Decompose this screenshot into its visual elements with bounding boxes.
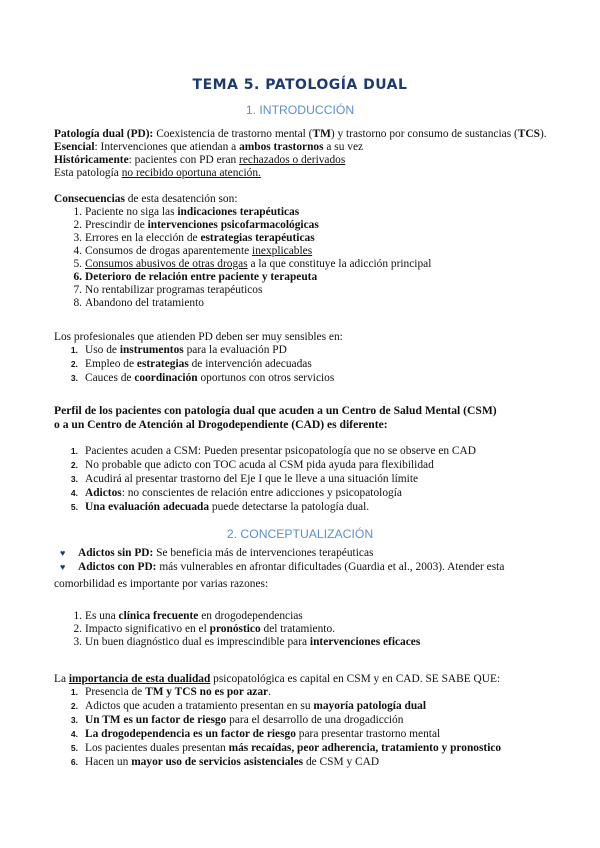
list-number: 3. (73, 636, 82, 648)
section-heading-conceptualizacion: 2. CONCEPTUALIZACIÓN (226, 527, 374, 541)
list-item-text: La drogodependencia es un factor de riesgo para presentar trastorno mental (85, 728, 441, 740)
list-item-text: No rentabilizar programas terapéuticos (85, 284, 263, 296)
heart-bullet-icon: ♥ (60, 562, 66, 572)
list-number: 5. (73, 258, 82, 270)
consecuencias-heading: Consecuencias de esta desatención son: (54, 193, 238, 205)
list-item-text: Consumos abusivos de otras drogas a la que constituye la adicción principal (85, 258, 432, 270)
list-item-text: Errores en la elección de estrategias terapéuticas (85, 232, 315, 244)
definition-pd: Patología dual (PD): Coexistencia de trastorno mental (TM) y trastorno por consumo de sustancias (TCS). (54, 128, 547, 140)
list-number: 2. (70, 701, 78, 711)
list-item-text: Adictos: no conscientes de relación entre adicciones y psicopatología (85, 487, 402, 499)
list-number: 1. (70, 446, 78, 456)
list-number: 6. (73, 271, 82, 283)
list-item-text: Un TM es un factor de riesgo para el desarrollo de una drogadicción (85, 714, 404, 726)
perfil-heading-line1: Perfil de los pacientes con patología dual que acuden a un Centro de Salud Mental (CSM) (54, 404, 497, 417)
list-number: 2. (73, 623, 82, 635)
list-item-text: No probable que adicto con TOC acuda al CSM pida ayuda para flexibilidad (85, 459, 434, 471)
list-number: 2. (70, 460, 78, 470)
page-title: TEMA 5. PATOLOGÍA DUAL (192, 77, 408, 93)
list-number: 7. (73, 284, 82, 296)
list-item-text: Prescindir de intervenciones psicofarmacológicas (85, 219, 319, 231)
list-number: 1. (73, 206, 82, 218)
list-number: 1. (73, 610, 82, 622)
list-number: 3. (70, 373, 78, 383)
list-number: 4. (70, 488, 78, 498)
list-item-text: Impacto significativo en el pronóstico del tratamiento. (85, 623, 336, 635)
list-item-text: Abandono del tratamiento (85, 297, 204, 309)
list-item-text: Un buen diagnóstico dual es imprescindible para intervenciones eficaces (85, 636, 421, 648)
definition-esencial: Esencial: Intervenciones que atiendan a ambos trastornos a su vez (54, 141, 364, 153)
list-number: 2. (70, 359, 78, 369)
list-item-text: Consumos de drogas aparentemente inexplicables (85, 245, 313, 257)
list-item-text: Cauces de coordinación oportunos con otros servicios (85, 372, 335, 384)
list-number: 1. (70, 345, 78, 355)
list-item-text: Una evaluación adecuada puede detectarse la patología dual. (85, 501, 370, 513)
list-number: 8. (73, 297, 82, 309)
list-item-text: Hacen un mayor uso de servicios asistenciales de CSM y CAD (85, 756, 380, 768)
document-page: TEMA 5. PATOLOGÍA DUAL 1. INTRODUCCIÓN Patología dual (PD): Coexistencia de trastorno mental (TM) y trastorno por consumo de sustancias (TCS). Esencial: Intervenciones que atiendan a ambos trastornos a su vez Históricamente: pacientes con PD eran rechazados o derivados Esta patología no recibido oportuna atención. Consecuencias de esta desatención son: 1. Paciente no siga las indicaciones terapéuticas 2. Prescindir de intervenciones psicofarmacológicas 3. Errores en la elección de estrategias terapéuticas 4. Consumos de drogas aparentemente inexplicables 5. Consumos abusivos de otras drogas a la que constituye la adicción principal 6. Deterioro de relación entre paciente y terapeuta 7. No rentabilizar programas terapéuticos 8. Abandono del tratamiento Los profesionales que atienden PD deben ser muy sensibles en: 1. Uso de instrumentos para la evaluación PD 2. Empleo de estrategias de intervención adecuadas 3. Cauces de coordinación oportunos con otros servicios Perfil de los pacientes con patología dual que acuden a un Centro de Salud Mental (CSM) o a un Centro de Atención al Drogodependiente (CAD) es diferente: 1. Pacientes acuden a CSM: Pueden presentar psicopatología que no se observe en CAD 2. No probable que adicto con TOC acuda al CSM pida ayuda para flexibilidad 3. Acudirá al presentar trastorno del Eje I que le lleve a una situación límite 4. Adictos: no conscientes de relación entre adicciones y psicopatología 5. Una evaluación adecuada puede detectarse la patología dual. 2. CONCEPTUALIZACIÓN ♥ Adictos sin PD: Se beneficia más de intervenciones terapéuticas ♥ Adictos con PD: más vulnerables en afrontar dificultades (Guardia et al., 2003). Atender esta comorbilidad es importante por varias razones: 1. Es una clínica frecuente en drogodependencias 2. Impacto significativo en el pronóstico del tratamiento. 3. Un buen diagnóstico dual es imprescindible para intervenciones eficaces La importancia de esta dualidad psicopatológica es capital en CSM y en CAD. SE SABE QUE: 1. Presencia de TM y TCS no es por azar. 2. Adictos que acuden a tratamiento presentan en su mayoría patología dual 3. Un TM es un factor de riesgo para el desarrollo de una drogadicción 4. La drogodependencia es un factor de riesgo para presentar trastorno mental 5. Los pacientes duales presentan más recaídas, peor adherencia, tratamiento y pronostico 6. Hacen un mayor uso de servicios asistenciales de CSM y CAD (0, 0, 600, 848)
definition-historicamente: Históricamente: pacientes con PD eran rechazados o derivados (54, 154, 346, 166)
heart-bullet-icon: ♥ (60, 548, 66, 558)
list-item-text: Uso de instrumentos para la evaluación PD (85, 344, 287, 356)
list-item-text: Presencia de TM y TCS no es por azar. (85, 686, 271, 698)
list-item-text: Acudirá al presentar trastorno del Eje I que le lleve a una situación límite (85, 473, 419, 485)
importancia-text: La importancia de esta dualidad psicopatológica es capital en CSM y en CAD. SE SABE QUE: (54, 673, 501, 685)
comorbilidad-text: comorbilidad es importante por varias razones: (54, 578, 269, 590)
list-item-text: Deterioro de relación entre paciente y terapeuta (85, 271, 318, 283)
definition-esta-patologia: Esta patología no recibido oportuna atención. (54, 167, 261, 179)
list-number: 1. (70, 687, 78, 697)
list-number: 5. (70, 743, 78, 753)
list-number: 4. (70, 729, 78, 739)
list-item-text: Los pacientes duales presentan más recaídas, peor adherencia, tratamiento y pronostico (85, 742, 502, 754)
list-item-text: Es una clínica frecuente en drogodependencias (85, 610, 303, 622)
list-item-text: Pacientes acuden a CSM: Pueden presentar psicopatología que no se observe en CAD (85, 445, 476, 457)
list-number: 3. (73, 232, 82, 244)
list-number: 3. (70, 474, 78, 484)
list-number: 6. (70, 757, 78, 767)
list-item-text: Empleo de estrategias de intervención adecuadas (85, 358, 312, 370)
list-number: 5. (70, 502, 78, 512)
list-item-text: Adictos que acuden a tratamiento presentan en su mayoría patología dual (85, 700, 427, 712)
section-heading-introduccion: 1. INTRODUCCIÓN (245, 103, 355, 117)
list-number: 3. (70, 715, 78, 725)
profesionales-text: Los profesionales que atienden PD deben ser muy sensibles en: (54, 331, 343, 343)
list-item-text: Paciente no siga las indicaciones terapéuticas (85, 206, 300, 218)
list-number: 2. (73, 219, 82, 231)
perfil-heading-line2: o a un Centro de Atención al Drogodependiente (CAD) es diferente: (54, 418, 388, 431)
list-number: 4. (73, 245, 82, 257)
